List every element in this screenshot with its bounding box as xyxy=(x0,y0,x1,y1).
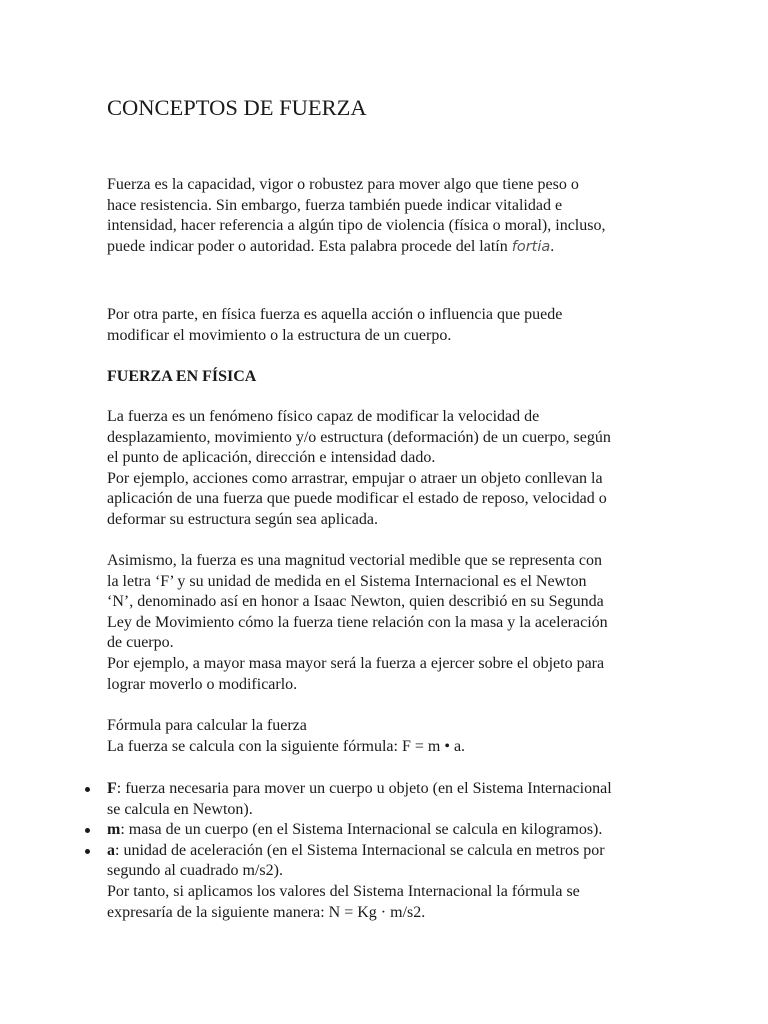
list-item xyxy=(107,841,677,923)
intro-last-line-text: puede indicar poder o autoridad. Esta palabra procede del latín xyxy=(107,237,512,255)
intro-last-line-end: . xyxy=(550,237,555,255)
variable-description: : masa de un cuerpo (en el Sistema Internacional se calcula en kilogramos). xyxy=(120,821,603,839)
vector-line: ‘N’, denominado así en honor a Isaac Newton, quien describió en su Segunda xyxy=(107,593,604,611)
bullet-icon xyxy=(85,787,90,792)
vector-line: Por ejemplo, a mayor masa mayor será la fuerza a ejercer sobre el objeto para xyxy=(107,654,605,672)
vector-line: de cuerpo. xyxy=(107,634,174,652)
bullet-icon xyxy=(85,849,90,854)
variable-term: m xyxy=(107,821,121,839)
vector-line: Asimismo, la fuerza es una magnitud vectorial medible que se representa con xyxy=(107,552,602,569)
formula-heading: Fórmula para calcular la fuerza xyxy=(107,717,307,734)
list-item-line: segundo al cuadrado m/s2). xyxy=(107,862,283,880)
definition-line: La fuerza es un fenómeno físico capaz de modificar la velocidad de xyxy=(107,408,540,425)
variable-term: F xyxy=(107,780,117,797)
intro-line: intensidad, hacer referencia a algún tipo de violencia (física o moral), incluso, xyxy=(107,217,606,235)
list-item xyxy=(107,779,677,820)
list-item-line: Por tanto, si aplicamos los valores del Sistema Internacional la fórmula se xyxy=(107,882,580,900)
vector-line: lograr moverlo o modificarlo. xyxy=(107,675,298,693)
intro-line: hace resistencia. Sin embargo, fuerza también puede indicar vitalidad e xyxy=(107,196,563,214)
list-item-line: expresaría de la siguiente manera: N = Kg · m/s2. xyxy=(107,903,426,921)
formula-line: La fuerza se calcula con la siguiente fórmula: F = m • a. xyxy=(107,737,466,755)
list-item-first-line xyxy=(107,820,677,841)
list-item-line: se calcula en Newton). xyxy=(107,800,253,818)
definition-line: desplazamiento, movimiento y/o estructura (deformación) de un cuerpo, según xyxy=(107,428,611,446)
definition-line: deformar su estructura según sea aplicada. xyxy=(107,510,378,528)
vector-paragraph xyxy=(107,551,667,695)
variable-term: a xyxy=(107,841,115,859)
definition-line: el punto de aplicación, dirección e intensidad dado. xyxy=(107,449,436,467)
bullet-icon xyxy=(85,828,90,833)
section-heading: FUERZA EN FÍSICA xyxy=(107,368,257,385)
vector-line: Ley de Movimiento cómo la fuerza tiene relación con la masa y la aceleración xyxy=(107,613,608,631)
list-item-first-line xyxy=(107,841,677,862)
definition-line: Por ejemplo, acciones como arrastrar, empujar o atraer un objeto conllevan la xyxy=(107,469,603,487)
intro-line: Fuerza es la capacidad, vigor o robustez para mover algo que tiene peso o xyxy=(107,176,579,193)
intro-paragraph xyxy=(107,175,667,257)
formula-paragraph xyxy=(107,716,667,757)
definition-paragraph xyxy=(107,407,667,531)
vector-line: la letra ‘F’ y su unidad de medida en el Sistema Internacional es el Newton xyxy=(107,572,587,590)
physics-intro-line: Por otra parte, en física fuerza es aquella acción o influencia que puede xyxy=(107,306,563,323)
list-item xyxy=(107,820,677,841)
document-title: CONCEPTOS DE FUERZA xyxy=(107,95,367,120)
physics-intro-line: modificar el movimiento o la estructura de un cuerpo. xyxy=(107,326,452,344)
intro-last-line xyxy=(107,237,667,258)
variable-description: : unidad de aceleración (en el Sistema Internacional se calcula en metros por xyxy=(115,841,605,859)
formula-variable-list xyxy=(107,779,677,923)
definition-line: aplicación de una fuerza que puede modificar el estado de reposo, velocidad o xyxy=(107,490,607,508)
latin-word: fortia xyxy=(511,238,551,255)
list-item-first-line xyxy=(107,779,677,800)
variable-description: : fuerza necesaria para mover un cuerpo u objeto (en el Sistema Internacional xyxy=(116,780,612,797)
physics-intro-paragraph xyxy=(107,305,667,346)
